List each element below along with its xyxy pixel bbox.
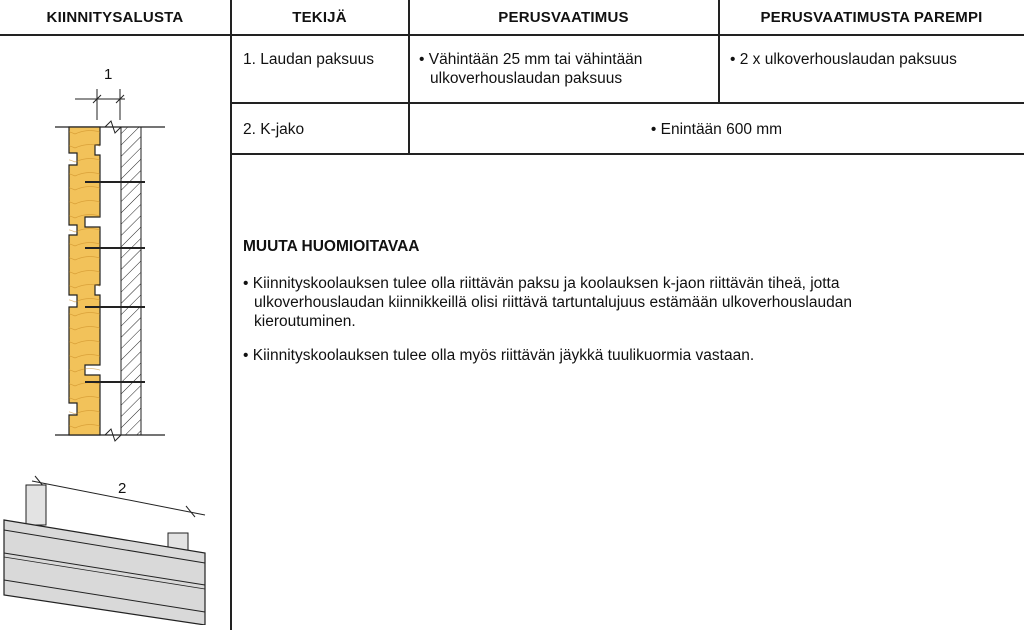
header-perusvaatimusta-parempi: PERUSVAATIMUSTA PAREMPI	[760, 8, 983, 26]
row1-better	[730, 50, 1015, 69]
cladding-elevation-drawing	[0, 475, 215, 625]
row2-text: Enintään 600 mm	[660, 121, 783, 138]
header-kiinnitysalusta: KIINNITYSALUSTA	[46, 8, 184, 26]
col1-divider	[230, 0, 232, 630]
row1-bottom-rule	[231, 102, 1024, 104]
header-perusvaatimus: PERUSVAATIMUS	[498, 8, 629, 26]
row1-basic-text: Vähintään 25 mm tai vähintään ulkoverhouslaudan paksuus	[428, 51, 643, 87]
note-item-1-text: Kiinnityskoolauksen tulee olla riittävän paksu ja koolauksen k-jaon riittävän tiheä, jotta ulkoverhouslaudan kiinnikkeillä olisi riittävä tartuntalujuus estämään ulkoverhouslaudan kieroutuminen.	[252, 275, 852, 330]
note-item-2	[243, 346, 954, 365]
header-bottom-rule	[0, 34, 1024, 36]
row2-factor: 2. K-jako	[243, 121, 305, 138]
header-tekija: TEKIJÄ	[292, 8, 347, 26]
row1-basic	[419, 50, 710, 88]
note-item-2-text: Kiinnityskoolauksen tulee olla myös riittävän jäykkä tuulikuormia vastaan.	[252, 347, 755, 364]
row2-bottom-rule	[231, 153, 1024, 155]
row1-factor: 1. Laudan paksuus	[243, 51, 374, 68]
row1-better-text: 2 x ulkoverhouslaudan paksuus	[739, 51, 957, 68]
notes-title: MUUTA HUOMIOITAVAA	[243, 238, 420, 255]
elevation-dimension-label: 2	[118, 480, 127, 497]
col3-divider-row1	[718, 34, 720, 103]
section-dimension-label: 1	[104, 66, 113, 83]
note-item-1	[243, 274, 954, 331]
cladding-section-drawing	[45, 85, 185, 445]
row2-basic-and-better	[409, 120, 1024, 139]
